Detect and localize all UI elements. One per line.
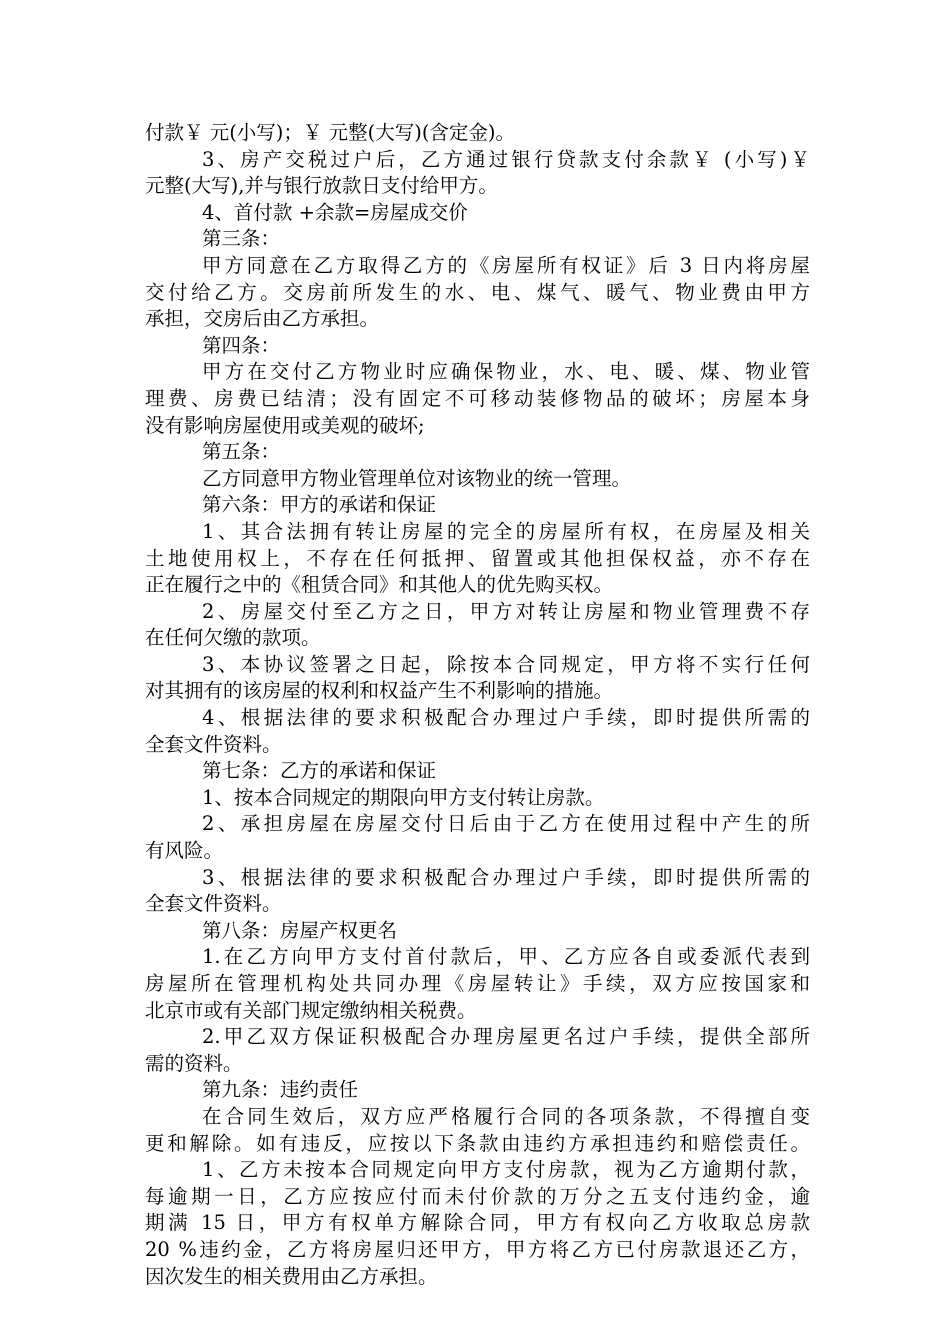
- text-line: 在合同生效后，双方应严格履行合同的各项条款，不得擅自变: [202, 1104, 810, 1128]
- text-line: 第九条：违约责任: [202, 1078, 359, 1102]
- text-line: 因次发生的相关费用由乙方承担。: [145, 1264, 438, 1288]
- text-line: 全套文件资料。: [145, 732, 282, 756]
- text-line: 3、房产交税过户后，乙方通过银行贷款支付余款￥ (小写)￥: [202, 147, 810, 171]
- text-line: 乙方同意甲方物业管理单位对该物业的统一管理。: [202, 466, 632, 490]
- text-line: 1、乙方未按本合同规定向甲方支付房款，视为乙方逾期付款，: [202, 1158, 810, 1182]
- text-line: 第七条：乙方的承诺和保证: [202, 759, 437, 783]
- text-line: 在任何欠缴的款项。: [145, 626, 321, 650]
- text-line: 全套文件资料。: [145, 892, 282, 916]
- text-line: 1、按本合同规定的期限向甲方支付转让房款。: [202, 785, 605, 809]
- text-line: 土地使用权上，不存在任何抵押、留置或其他担保权益，亦不存在: [145, 546, 810, 570]
- text-line: 期满 15 日，甲方有权单方解除合同，甲方有权向乙方收取总房款: [145, 1211, 810, 1235]
- text-line: 每逾期一日，乙方应按应付而未付价款的万分之五支付违约金，逾: [145, 1184, 810, 1208]
- text-line: 3、本协议签署之日起，除按本合同规定，甲方将不实行任何: [202, 652, 810, 676]
- text-line: 承担，交房后由乙方承担。: [145, 307, 380, 331]
- text-line: 4、根据法律的要求积极配合办理过户手续，即时提供所需的: [202, 706, 810, 730]
- text-line: 没有影响房屋使用或美观的破坏;: [145, 413, 425, 437]
- text-line: 1.在乙方向甲方支付首付款后，甲、乙方应各自或委派代表到: [202, 945, 810, 969]
- text-line: 4、首付款 +余款=房屋成交价: [202, 200, 468, 224]
- document-page: [145, 120, 810, 1290]
- text-line: 1、其合法拥有转让房屋的完全的房屋所有权，在房屋及相关: [202, 519, 810, 543]
- text-line: 有风险。: [145, 839, 224, 863]
- text-line: 交付给乙方。交房前所发生的水、电、煤气、暖气、物业费由甲方: [145, 280, 810, 304]
- text-line: 第三条：: [202, 227, 281, 251]
- text-line: 甲方在交付乙方物业时应确保物业，水、电、暖、煤、物业管: [202, 360, 810, 384]
- text-line: 对其拥有的该房屋的权利和权益产生不利影响的措施。: [145, 679, 614, 703]
- text-line: 2.甲乙双方保证积极配合办理房屋更名过户手续，提供全部所: [202, 1025, 810, 1049]
- text-line: 更和解除。如有违反，应按以下条款由违约方承担违约和赔偿责任。: [145, 1131, 810, 1155]
- text-line: 北京市或有关部门规定缴纳相关税费。: [145, 998, 477, 1022]
- text-line: 第八条：房屋产权更名: [202, 918, 398, 942]
- text-line: 第五条：: [202, 440, 281, 464]
- text-line: 正在履行之中的《租赁合同》和其他人的优先购买权。: [145, 573, 614, 597]
- text-line: 2、房屋交付至乙方之日，甲方对转让房屋和物业管理费不存: [202, 599, 810, 623]
- text-line: 2、承担房屋在房屋交付日后由于乙方在使用过程中产生的所: [202, 812, 810, 836]
- text-line: 房屋所在管理机构处共同办理《房屋转让》手续，双方应按国家和: [145, 972, 810, 995]
- text-line: 元整(大写),并与银行放款日支付给甲方。: [145, 174, 498, 198]
- text-line: 3、根据法律的要求积极配合办理过户手续，即时提供所需的: [202, 865, 810, 889]
- text-line: 第六条：甲方的承诺和保证: [202, 493, 437, 517]
- text-line: 20 %违约金，乙方将房屋归还甲方，甲方将乙方已付房款退还乙方，: [145, 1237, 810, 1261]
- text-line: 甲方同意在乙方取得乙方的《房屋所有权证》后 3 日内将房屋: [202, 253, 810, 277]
- text-line: 付款￥ 元(小写)；￥ 元整(大写)(含定金)。: [145, 121, 516, 144]
- text-line: 理费、房费已结清；没有固定不可移动装修物品的破坏；房屋本身: [145, 386, 810, 410]
- text-line: 需的资料。: [145, 1051, 243, 1075]
- text-line: 第四条：: [202, 333, 281, 357]
